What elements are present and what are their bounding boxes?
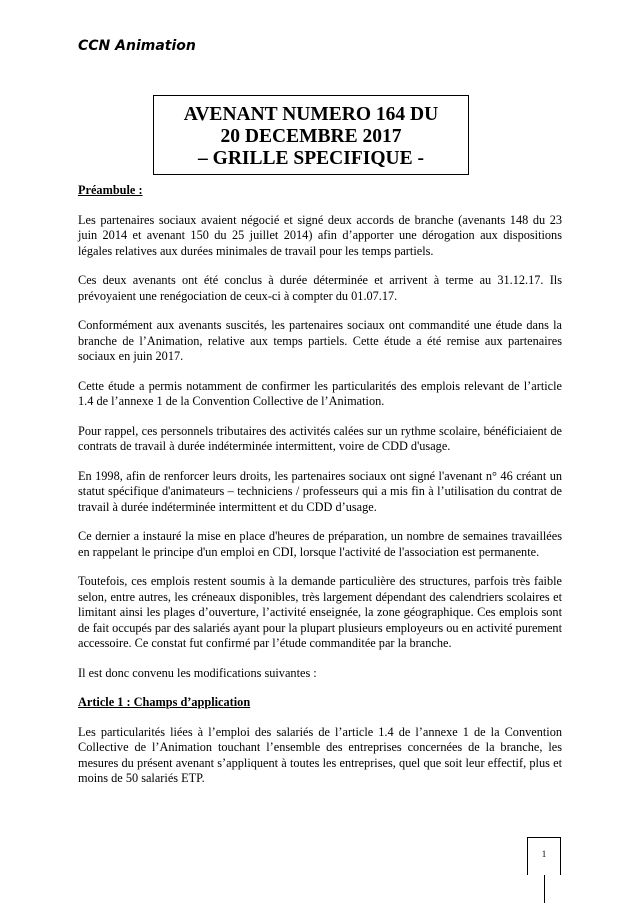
- article-1-heading: Article 1 : Champs d’application: [78, 695, 251, 709]
- paragraph-4: Cette étude a permis notamment de confirmer les particularités des emplois relevant de l’article 1.4 de l’annexe 1 de la Convention Collective de l’Animation.: [78, 378, 562, 408]
- document-body: [78, 183, 562, 801]
- title-line-1: AVENANT NUMERO 164 DU: [183, 104, 439, 125]
- paragraph-1: Les partenaires sociaux avaient négocié et signé deux accords de branche (avenants 148 du 23 juin 2014 et avenant 150 du 25 juillet 2014) afin d’apporter une dérogation aux dispositions légales relatives aux durées minimales de travail pour les temps partiels.: [78, 212, 562, 258]
- paragraph-5: Pour rappel, ces personnels tributaires des activités calées sur un rythme scolaire, bénéficiaient de contrats de travail à durée indéterminée intermittent, voire de CDD d'usage.: [78, 423, 562, 453]
- paragraph-3: Conformément aux avenants suscités, les partenaires sociaux ont commandité une étude dans la branche de l’Animation, relative aux temps partiels. Cette étude a été remise aux partenaires sociaux en juin 2017.: [78, 318, 562, 363]
- paragraph-8: Toutefois, ces emplois restent soumis à la demande particulière des structures, parfois très faible selon, entre autres, les créneaux disponibles, très largement dépendant des calendriers scolaires et limitant ainsi les plages d’ouverture, l’activité enseignée, la zone géographique. Ces emplois sont de fait occupés par des salariés ayant pour la plupart plusieurs employeurs ou en activité purement accessoire. Ce constat fut confirmé par l’étude commanditée par la branche.: [78, 574, 562, 650]
- page-number: 1: [527, 837, 561, 875]
- article-1-text: Les particularités liées à l’emploi des salariés de l’article 1.4 de l’annexe 1 de la Convention Collective de l’Animation touchant l’ensemble des entreprises concernées de la branche, les mesures du présent avenant s’appliquent à toutes les entreprises, quel que soit leur effectif, plus et moins de 50 salariés ETP.: [78, 724, 562, 785]
- preambule-heading: Préambule :: [78, 183, 143, 197]
- paragraph-6: En 1998, afin de renforcer leurs droits, les partenaires sociaux ont signé l'avenant n° 46 créant un statut spécifique d'animateurs – techniciens / professeurs qui a mis fin à l’utilisation du contrat de travail à durée indéterminée intermittent et du CDD d’usage.: [78, 468, 562, 514]
- page-number-connector-line: [544, 875, 545, 903]
- paragraph-7: Ce dernier a instauré la mise en place d'heures de préparation, un nombre de semaines travaillées en rappelant le principe d'un emploi en CDI, lorsque l'activité de l'association est permanente.: [78, 529, 562, 559]
- title-line-3: – GRILLE SPECIFIQUE -: [198, 148, 424, 169]
- avenant-title-box: [153, 95, 469, 175]
- title-line-2: 20 DECEMBRE 2017: [220, 126, 402, 147]
- paragraph-2: Ces deux avenants ont été conclus à durée déterminée et arrivent à terme au 31.12.17. Ils prévoyaient une renégociation de ceux-ci à compter du 01.07.17.: [78, 273, 562, 303]
- paragraph-9: Il est donc convenu les modifications suivantes :: [78, 665, 317, 680]
- document-header-title: CCN Animation: [78, 38, 196, 54]
